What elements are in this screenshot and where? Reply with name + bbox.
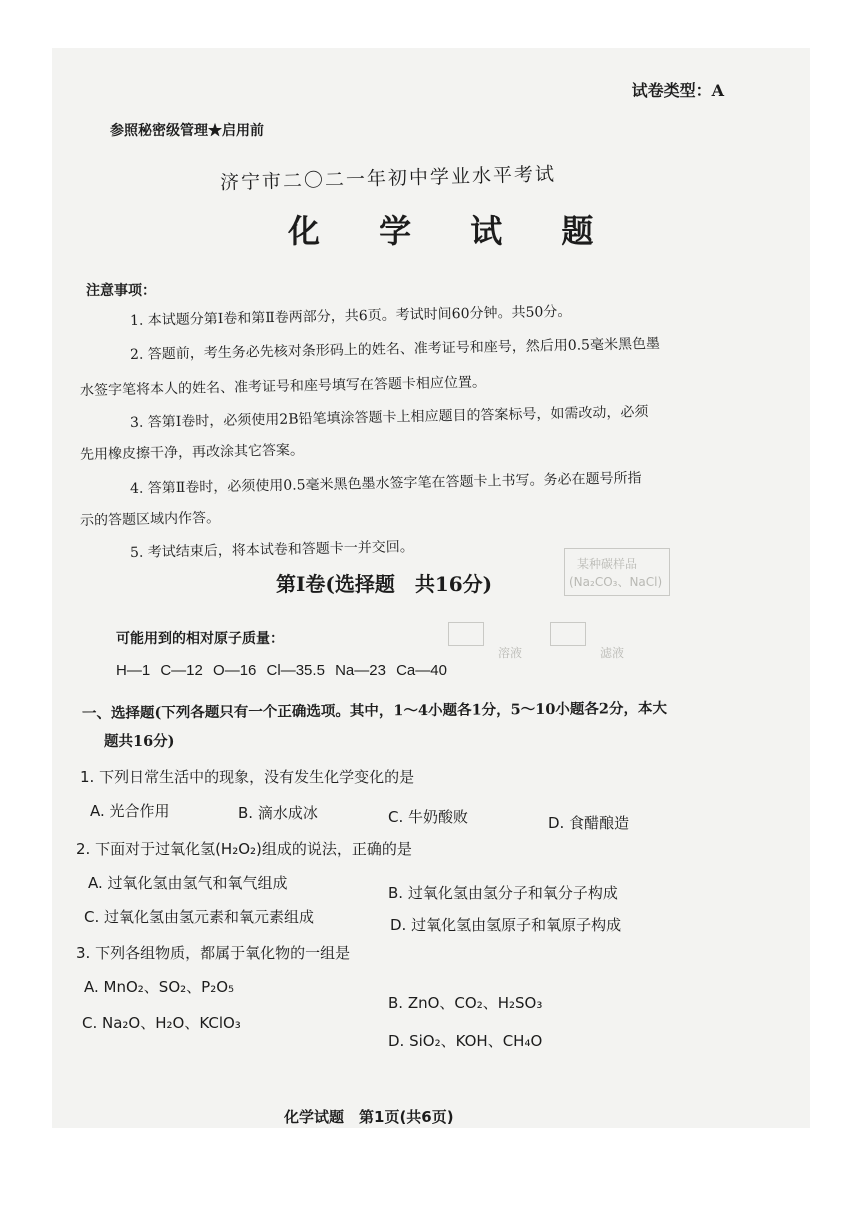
exam-page bbox=[52, 48, 810, 1128]
note-line: 5. 考试结束后，将本试卷和答题卡一并交回。 bbox=[129, 539, 414, 561]
option-b: B. 过氧化氢由氢分子和氧分子构成 bbox=[388, 884, 618, 902]
option-c: C. 牛奶酸败 bbox=[388, 808, 469, 826]
option-d: D. SiO₂、KOH、CH₄O bbox=[388, 1032, 543, 1050]
bleed-text-4: 滤液 bbox=[600, 646, 625, 660]
option-c: C. Na₂O、H₂O、KClO₃ bbox=[82, 1014, 241, 1032]
option-a: A. MnO₂、SO₂、P₂O₅ bbox=[84, 978, 235, 996]
part-one-instructions: 一、选择题(下列各题只有一个正确选项。其中，1～4小题各1分，5～10小题各2分，本大 bbox=[81, 699, 668, 722]
bleed-through-box bbox=[564, 548, 670, 596]
option-b: B. ZnO、CO₂、H₂SO₃ bbox=[388, 994, 543, 1012]
part-one-instructions-cont: 题共16分) bbox=[104, 733, 175, 750]
bleed-text-1: 某种碳样品 bbox=[577, 557, 638, 571]
atomic-mass-values: H—1 C—12 O—16 Cl—35.5 Na—23 Ca—40 bbox=[116, 662, 447, 679]
note-line: 先用橡皮擦干净，再改涂其它答案。 bbox=[79, 442, 305, 463]
page-footer: 化学试题 第1页(共6页) bbox=[284, 1108, 454, 1126]
paper-type-label: 试卷类型：A bbox=[631, 81, 724, 100]
option-a: A. 过氧化氢由氢气和氧气组成 bbox=[88, 874, 288, 892]
bleed-through-box-small-2 bbox=[550, 622, 586, 646]
question-stem: 2. 下面对于过氧化氢(H₂O₂)组成的说法，正确的是 bbox=[76, 840, 412, 858]
question-stem: 3. 下列各组物质，都属于氧化物的一组是 bbox=[76, 944, 351, 962]
note-line: 1. 本试题分第Ⅰ卷和第Ⅱ卷两部分，共6页。考试时间60分钟。共50分。 bbox=[129, 303, 572, 329]
exam-name: 济宁市二〇二一年初中学业水平考试 bbox=[219, 163, 557, 194]
option-d: D. 食醋酿造 bbox=[548, 814, 630, 832]
note-line: 水签字笔将本人的姓名、准考证号和座号填写在答题卡相应位置。 bbox=[79, 374, 487, 399]
section-title: 第Ⅰ卷(选择题 共16分) bbox=[276, 572, 493, 596]
note-line: 4. 答第Ⅱ卷时，必须使用0.5毫米黑色墨水签字笔在答题卡上书写。务必在题号所指 bbox=[129, 470, 642, 497]
option-c: C. 过氧化氢由氢元素和氧元素组成 bbox=[84, 908, 315, 926]
option-b: B. 滴水成冰 bbox=[238, 804, 318, 822]
option-a: A. 光合作用 bbox=[90, 802, 170, 820]
question-stem: 1. 下列日常生活中的现象，没有发生化学变化的是 bbox=[80, 768, 415, 786]
note-line: 示的答题区域内作答。 bbox=[79, 510, 221, 529]
subject-title: 化 学 试 题 bbox=[288, 212, 618, 250]
bleed-text-3: 溶液 bbox=[498, 646, 523, 660]
note-line: 3. 答第Ⅰ卷时，必须使用2B铅笔填涂答题卡上相应题目的答案标号，如需改动，必须 bbox=[129, 404, 649, 431]
secret-mark: 参照秘密级管理★启用前 bbox=[110, 123, 264, 139]
note-line: 2. 答题前，考生务必先核对条形码上的姓名、准考证号和座号，然后用0.5毫米黑色墨 bbox=[129, 335, 661, 363]
option-d: D. 过氧化氢由氢原子和氧原子构成 bbox=[390, 916, 622, 934]
bleed-text-2: (Na₂CO₃、NaCl) bbox=[569, 575, 663, 589]
atomic-mass-heading: 可能用到的相对原子质量： bbox=[116, 631, 284, 647]
bleed-through-box-small bbox=[448, 622, 484, 646]
notes-heading: 注意事项： bbox=[86, 283, 156, 299]
